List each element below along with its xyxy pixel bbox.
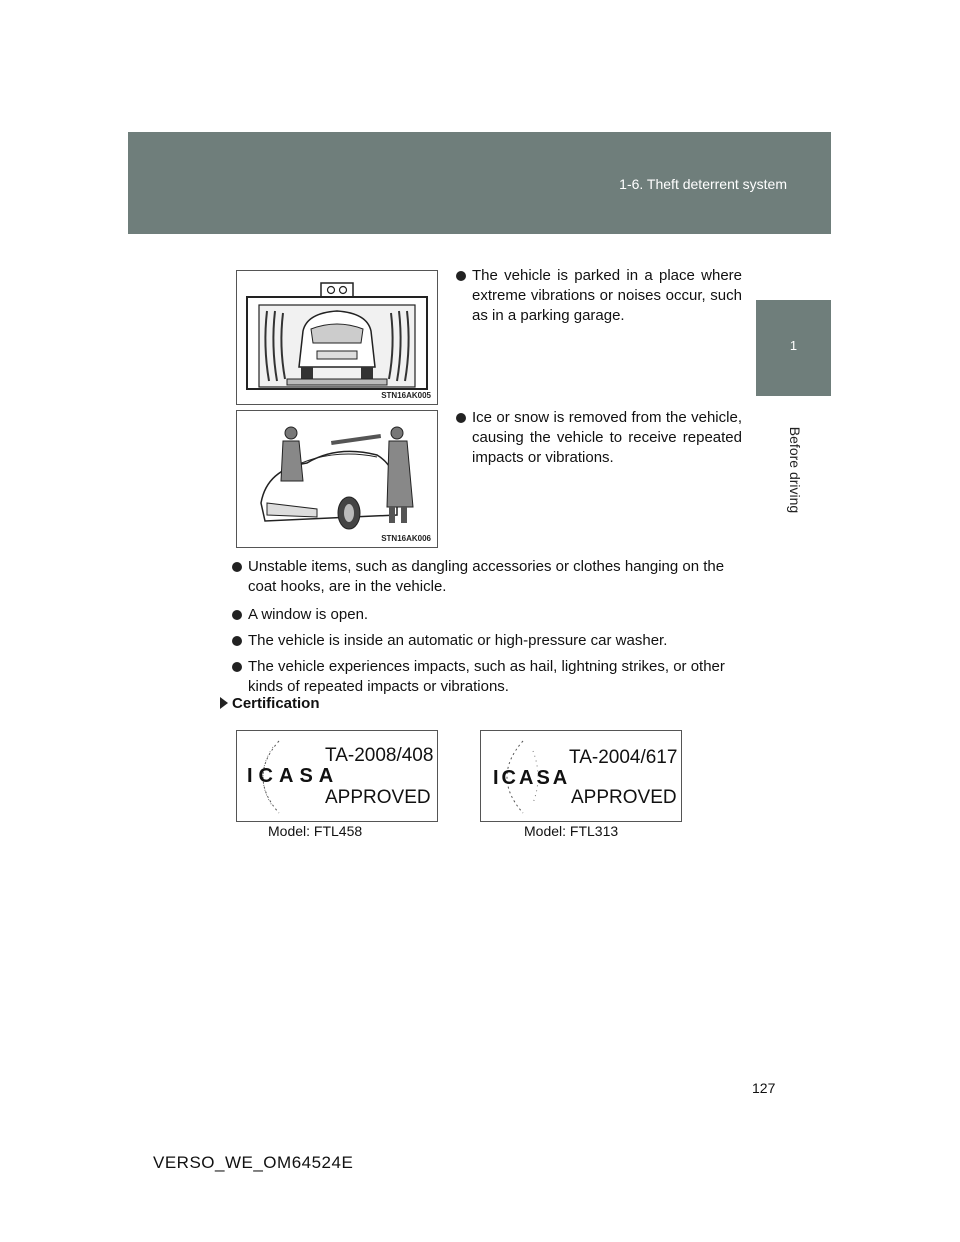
triangle-marker-icon: [220, 697, 228, 709]
bullet-icon: [456, 271, 466, 281]
icasa-logo: ICASA: [493, 767, 571, 789]
certificate-label: [480, 730, 682, 822]
section-title: 1-6. Theft deterrent system: [619, 176, 787, 192]
figure-bullet-snow: [472, 408, 742, 468]
chapter-label: [760, 400, 830, 540]
snow-removal-illustration: [237, 411, 437, 547]
list-item: [248, 631, 748, 651]
list-item-text: The vehicle is inside an automatic or high-pressure car washer.: [248, 632, 668, 649]
section-heading-text: Certification: [232, 695, 320, 712]
chapter-label-text: Before driving: [787, 426, 803, 514]
chapter-tab: [756, 300, 831, 396]
page-number: 127: [752, 1080, 776, 1096]
figure-snow-removal: [236, 410, 438, 548]
cert-model: Model: FTL313: [524, 823, 619, 839]
figure-code: STN16AK006: [381, 534, 431, 543]
header-bar: [128, 132, 831, 234]
bullet-icon: [232, 636, 242, 646]
bullet-icon: [232, 662, 242, 672]
certificate-label: [236, 730, 438, 822]
cert-number: TA-2004/617: [569, 747, 678, 768]
parking-garage-illustration: [237, 271, 437, 404]
figure-bullet-parking: [472, 266, 742, 326]
cert-status: APPROVED: [325, 787, 431, 808]
list-item-text: Unstable items, such as dangling accessories or clothes hanging on the coat hooks, are in the vehicle.: [248, 558, 725, 595]
icasa-logo: ICASA: [247, 765, 340, 787]
figure-parking-garage: [236, 270, 438, 405]
list-item-text: The vehicle experiences impacts, such as hail, lightning strikes, or other kinds of repeated impacts or vibrations.: [248, 658, 725, 695]
figure-bullet-text: Ice or snow is removed from the vehicle, causing the vehicle to receive repeated impacts or vibrations.: [472, 409, 742, 466]
figure-code: STN16AK005: [381, 391, 431, 400]
section-heading: [220, 695, 320, 712]
cert-status: APPROVED: [571, 787, 677, 808]
cert-number: TA-2008/408: [325, 745, 434, 766]
list-item-text: A window is open.: [248, 606, 369, 623]
list-item: [248, 657, 748, 697]
list-item: [248, 605, 748, 625]
bullet-icon: [232, 562, 242, 572]
figure-bullet-text: The vehicle is parked in a place where extreme vibrations or noises occur, such as in a parking garage.: [472, 267, 742, 324]
cert-model: Model: FTL458: [268, 823, 363, 839]
chapter-number: 1: [789, 338, 798, 353]
footer-code: VERSO_WE_OM64524E: [153, 1153, 354, 1172]
bullet-icon: [232, 610, 242, 620]
list-item: [248, 557, 748, 597]
bullet-icon: [456, 413, 466, 423]
